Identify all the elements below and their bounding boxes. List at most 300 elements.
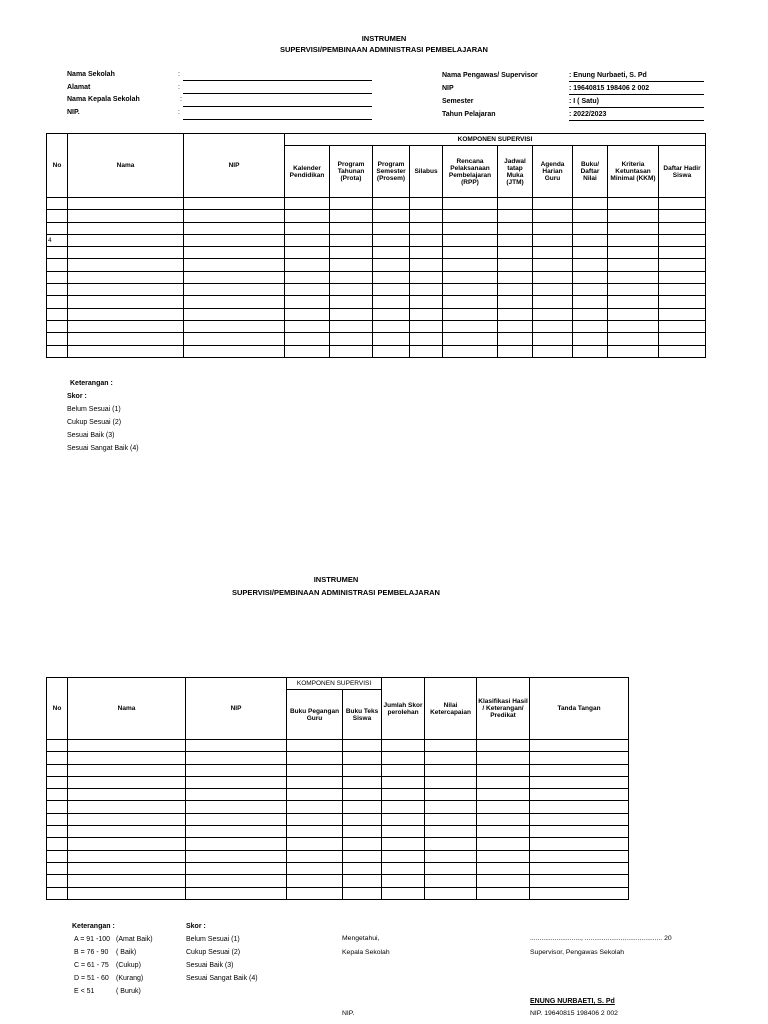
table-cell[interactable] <box>382 813 425 825</box>
sign-right-date[interactable]: ..........................., ......................................... 20 <box>530 935 672 942</box>
field-line-kepala-sekolah[interactable] <box>183 106 372 107</box>
grade-label: (Kurang) <box>116 975 144 982</box>
table-cell[interactable] <box>186 789 287 801</box>
table-cell[interactable] <box>425 776 477 788</box>
table-cell[interactable] <box>68 345 184 357</box>
table-cell[interactable] <box>68 887 186 899</box>
field-line-nip[interactable] <box>183 119 372 120</box>
row-number-cell[interactable] <box>47 850 68 862</box>
table-cell[interactable] <box>573 345 608 357</box>
table-row <box>47 813 629 825</box>
table-cell[interactable] <box>184 259 285 271</box>
table-cell[interactable] <box>68 320 184 332</box>
table-cell[interactable] <box>443 259 498 271</box>
row-number-cell[interactable] <box>47 222 68 234</box>
table-row <box>47 210 706 222</box>
table-cell[interactable] <box>373 234 410 246</box>
table-cell[interactable] <box>373 333 410 345</box>
table-cell[interactable] <box>287 740 343 752</box>
table-cell[interactable] <box>477 764 530 776</box>
table-row <box>47 345 706 357</box>
table-cell[interactable] <box>68 875 186 887</box>
table-cell[interactable] <box>343 826 382 838</box>
table-cell[interactable] <box>382 776 425 788</box>
table-cell[interactable] <box>186 764 287 776</box>
table-cell[interactable] <box>530 789 629 801</box>
table-cell[interactable] <box>68 259 184 271</box>
table-cell[interactable] <box>285 296 330 308</box>
table-cell[interactable] <box>186 826 287 838</box>
table-cell[interactable] <box>425 752 477 764</box>
table-cell[interactable] <box>530 752 629 764</box>
table-cell[interactable] <box>443 345 498 357</box>
table-cell[interactable] <box>573 210 608 222</box>
table-cell[interactable] <box>68 789 186 801</box>
table-cell[interactable] <box>373 320 410 332</box>
table-cell[interactable] <box>659 222 706 234</box>
row-number-cell[interactable] <box>47 875 68 887</box>
table-cell[interactable] <box>425 875 477 887</box>
table-cell[interactable] <box>659 333 706 345</box>
row-number-cell[interactable] <box>47 333 68 345</box>
table-cell[interactable] <box>330 222 373 234</box>
table-cell[interactable] <box>330 333 373 345</box>
table-cell[interactable] <box>68 740 186 752</box>
table-cell[interactable] <box>287 789 343 801</box>
table-cell[interactable] <box>68 308 184 320</box>
table-cell[interactable] <box>186 838 287 850</box>
table-cell[interactable] <box>410 308 443 320</box>
table-cell[interactable] <box>659 284 706 296</box>
table-cell[interactable] <box>343 862 382 874</box>
col-nip-header: NIP <box>186 678 287 740</box>
table-cell[interactable] <box>382 740 425 752</box>
table-cell[interactable] <box>184 296 285 308</box>
table-cell[interactable] <box>330 259 373 271</box>
table-cell[interactable] <box>573 333 608 345</box>
table-cell[interactable] <box>68 234 184 246</box>
table-cell[interactable] <box>186 862 287 874</box>
row-number-cell[interactable] <box>47 826 68 838</box>
table-cell[interactable] <box>330 296 373 308</box>
table-cell[interactable] <box>343 850 382 862</box>
table-cell[interactable] <box>443 320 498 332</box>
table-cell[interactable] <box>573 198 608 210</box>
table-cell[interactable] <box>287 752 343 764</box>
table-cell[interactable] <box>343 887 382 899</box>
table-cell[interactable] <box>573 259 608 271</box>
field-colon: : <box>178 109 180 116</box>
table-cell[interactable] <box>68 838 186 850</box>
table-cell[interactable] <box>443 247 498 259</box>
table-cell[interactable] <box>659 259 706 271</box>
table-cell[interactable] <box>533 296 573 308</box>
table-cell[interactable] <box>533 345 573 357</box>
table-cell[interactable] <box>68 776 186 788</box>
table-cell[interactable] <box>425 862 477 874</box>
table-cell[interactable] <box>533 222 573 234</box>
table-cell[interactable] <box>608 345 659 357</box>
table-cell[interactable] <box>186 813 287 825</box>
row-number-cell[interactable] <box>47 320 68 332</box>
table-cell[interactable] <box>68 222 184 234</box>
table-cell[interactable] <box>573 308 608 320</box>
table-cell[interactable] <box>443 271 498 283</box>
table-cell[interactable] <box>659 345 706 357</box>
table-cell[interactable] <box>330 247 373 259</box>
table-cell[interactable] <box>530 862 629 874</box>
table-cell[interactable] <box>287 801 343 813</box>
table-cell[interactable] <box>68 198 184 210</box>
table-cell[interactable] <box>573 296 608 308</box>
table-cell[interactable] <box>425 789 477 801</box>
table-cell[interactable] <box>373 271 410 283</box>
table-cell[interactable] <box>68 862 186 874</box>
table-cell[interactable] <box>608 259 659 271</box>
table-cell[interactable] <box>184 308 285 320</box>
table-cell[interactable] <box>184 284 285 296</box>
table-cell[interactable] <box>382 875 425 887</box>
table-cell[interactable] <box>498 296 533 308</box>
table-cell[interactable] <box>68 296 184 308</box>
table-cell[interactable] <box>68 271 184 283</box>
row-number-cell[interactable] <box>47 789 68 801</box>
row-number-cell[interactable] <box>47 764 68 776</box>
table-cell[interactable] <box>608 271 659 283</box>
table-cell[interactable] <box>608 247 659 259</box>
table-cell[interactable] <box>477 875 530 887</box>
table-cell[interactable] <box>477 752 530 764</box>
table-cell[interactable] <box>285 222 330 234</box>
table-cell[interactable] <box>186 776 287 788</box>
row-number-cell[interactable] <box>47 345 68 357</box>
table-cell[interactable] <box>382 862 425 874</box>
table-cell[interactable] <box>443 296 498 308</box>
table-cell[interactable] <box>533 210 573 222</box>
table-cell[interactable] <box>533 198 573 210</box>
table-cell[interactable] <box>477 801 530 813</box>
table-row <box>47 838 629 850</box>
row-number-cell[interactable] <box>47 308 68 320</box>
table-cell[interactable] <box>373 247 410 259</box>
table-cell[interactable] <box>425 813 477 825</box>
table-cell[interactable] <box>443 333 498 345</box>
table-cell[interactable] <box>186 887 287 899</box>
table-cell[interactable] <box>285 234 330 246</box>
table-cell[interactable] <box>533 234 573 246</box>
table-cell[interactable] <box>285 198 330 210</box>
table-cell[interactable] <box>285 320 330 332</box>
table-cell[interactable] <box>343 764 382 776</box>
table-cell[interactable] <box>330 320 373 332</box>
table-cell[interactable] <box>343 752 382 764</box>
table-cell[interactable] <box>533 259 573 271</box>
table-cell[interactable] <box>608 210 659 222</box>
table-cell[interactable] <box>285 284 330 296</box>
table-cell[interactable] <box>533 247 573 259</box>
table-cell[interactable] <box>68 752 186 764</box>
row-number-cell[interactable] <box>47 740 68 752</box>
table-cell[interactable] <box>533 308 573 320</box>
table-cell[interactable] <box>425 764 477 776</box>
table-cell[interactable] <box>608 308 659 320</box>
table-cell[interactable] <box>410 345 443 357</box>
table-cell[interactable] <box>533 271 573 283</box>
table-cell[interactable] <box>330 234 373 246</box>
table-cell[interactable] <box>343 789 382 801</box>
table-cell[interactable] <box>287 850 343 862</box>
table-cell[interactable] <box>533 320 573 332</box>
table-cell[interactable] <box>608 234 659 246</box>
field-value-pengawas: : Enung Nurbaeti, S. Pd <box>569 72 647 79</box>
table-cell[interactable] <box>184 345 285 357</box>
table-cell[interactable] <box>425 838 477 850</box>
table-cell[interactable] <box>68 284 184 296</box>
table-cell[interactable] <box>68 333 184 345</box>
table-cell[interactable] <box>410 247 443 259</box>
field-line-alamat[interactable] <box>183 93 372 94</box>
table-cell[interactable] <box>530 801 629 813</box>
table-cell[interactable] <box>498 210 533 222</box>
table-cell[interactable] <box>443 234 498 246</box>
row-number-cell[interactable] <box>47 752 68 764</box>
table-cell[interactable] <box>330 210 373 222</box>
table-cell[interactable] <box>184 271 285 283</box>
table-cell[interactable] <box>608 284 659 296</box>
table-cell[interactable] <box>659 247 706 259</box>
table-cell[interactable] <box>68 210 184 222</box>
table-cell[interactable] <box>443 198 498 210</box>
table-cell[interactable] <box>287 838 343 850</box>
table-cell[interactable] <box>498 259 533 271</box>
table-cell[interactable] <box>573 247 608 259</box>
table-cell[interactable] <box>68 850 186 862</box>
table-cell[interactable] <box>477 776 530 788</box>
table-cell[interactable] <box>285 210 330 222</box>
table-cell[interactable] <box>330 345 373 357</box>
table-cell[interactable] <box>373 308 410 320</box>
table-cell[interactable] <box>343 813 382 825</box>
table-cell[interactable] <box>410 210 443 222</box>
table-cell[interactable] <box>477 862 530 874</box>
table-cell[interactable] <box>410 222 443 234</box>
table-cell[interactable] <box>659 320 706 332</box>
table-cell[interactable] <box>287 862 343 874</box>
row-number-cell[interactable] <box>47 284 68 296</box>
table-cell[interactable] <box>477 789 530 801</box>
table-cell[interactable] <box>530 826 629 838</box>
table-cell[interactable] <box>184 234 285 246</box>
table-cell[interactable] <box>285 308 330 320</box>
table-cell[interactable] <box>68 826 186 838</box>
table-cell[interactable] <box>659 198 706 210</box>
table-cell[interactable] <box>498 198 533 210</box>
table-cell[interactable] <box>382 887 425 899</box>
table-cell[interactable] <box>530 850 629 862</box>
table-cell[interactable] <box>530 740 629 752</box>
table-cell[interactable] <box>343 740 382 752</box>
table-cell[interactable] <box>382 801 425 813</box>
table-cell[interactable] <box>410 284 443 296</box>
table-cell[interactable] <box>498 271 533 283</box>
row-number-cell[interactable]: 4 <box>47 234 68 246</box>
table-cell[interactable] <box>330 308 373 320</box>
table-cell[interactable] <box>68 813 186 825</box>
table-cell[interactable] <box>285 247 330 259</box>
table-cell[interactable] <box>498 345 533 357</box>
table-cell[interactable] <box>410 198 443 210</box>
table-cell[interactable] <box>477 838 530 850</box>
table-cell[interactable] <box>410 271 443 283</box>
row-number-cell[interactable] <box>47 259 68 271</box>
table-cell[interactable] <box>382 789 425 801</box>
table-cell[interactable] <box>382 764 425 776</box>
table-cell[interactable] <box>186 875 287 887</box>
table-cell[interactable] <box>498 234 533 246</box>
table-cell[interactable] <box>184 222 285 234</box>
table-cell[interactable] <box>382 826 425 838</box>
table-cell[interactable] <box>498 308 533 320</box>
table-cell[interactable] <box>659 210 706 222</box>
table-cell[interactable] <box>68 801 186 813</box>
table-cell[interactable] <box>287 826 343 838</box>
row-number-cell[interactable] <box>47 198 68 210</box>
row-number-cell[interactable] <box>47 210 68 222</box>
table-cell[interactable] <box>659 271 706 283</box>
table-cell[interactable] <box>285 333 330 345</box>
table-cell[interactable] <box>533 333 573 345</box>
row-number-cell[interactable] <box>47 247 68 259</box>
col-buku-teks: Buku Teks Siswa <box>343 690 382 740</box>
row-number-cell[interactable] <box>47 296 68 308</box>
table-cell[interactable] <box>608 198 659 210</box>
table-cell[interactable] <box>425 801 477 813</box>
table-cell[interactable] <box>186 801 287 813</box>
table-cell[interactable] <box>477 813 530 825</box>
table-cell[interactable] <box>410 234 443 246</box>
table-cell[interactable] <box>530 764 629 776</box>
row-number-cell[interactable] <box>47 887 68 899</box>
row-number-cell[interactable] <box>47 776 68 788</box>
table-cell[interactable] <box>373 345 410 357</box>
table-cell[interactable] <box>659 234 706 246</box>
table-cell[interactable] <box>343 838 382 850</box>
table-cell[interactable] <box>373 222 410 234</box>
table-cell[interactable] <box>373 259 410 271</box>
table-cell[interactable] <box>533 284 573 296</box>
table-cell[interactable] <box>425 887 477 899</box>
table-cell[interactable] <box>573 271 608 283</box>
table-cell[interactable] <box>343 875 382 887</box>
table-cell[interactable] <box>608 296 659 308</box>
table-cell[interactable] <box>186 752 287 764</box>
table-cell[interactable] <box>530 776 629 788</box>
table-cell[interactable] <box>287 776 343 788</box>
table-cell[interactable] <box>443 210 498 222</box>
table-cell[interactable] <box>477 887 530 899</box>
table-cell[interactable] <box>410 296 443 308</box>
field-line-nama-sekolah[interactable] <box>183 80 372 81</box>
table-cell[interactable] <box>608 320 659 332</box>
row-number-cell[interactable] <box>47 271 68 283</box>
table-cell[interactable] <box>573 284 608 296</box>
table-cell[interactable] <box>285 345 330 357</box>
table-cell[interactable] <box>184 198 285 210</box>
table-cell[interactable] <box>287 764 343 776</box>
table-cell[interactable] <box>477 826 530 838</box>
row-number-cell[interactable] <box>47 838 68 850</box>
table-cell[interactable] <box>287 875 343 887</box>
table-cell[interactable] <box>186 850 287 862</box>
table-cell[interactable] <box>68 764 186 776</box>
table-cell[interactable] <box>373 284 410 296</box>
table-cell[interactable] <box>498 222 533 234</box>
table-cell[interactable] <box>410 259 443 271</box>
table-cell[interactable] <box>184 320 285 332</box>
table-cell[interactable] <box>68 247 184 259</box>
table-cell[interactable] <box>498 284 533 296</box>
table-cell[interactable] <box>373 198 410 210</box>
table-cell[interactable] <box>285 259 330 271</box>
table-cell[interactable] <box>530 838 629 850</box>
row-number-cell[interactable] <box>47 862 68 874</box>
table-cell[interactable] <box>573 320 608 332</box>
table-cell[interactable] <box>573 234 608 246</box>
table-cell[interactable] <box>477 740 530 752</box>
table-cell[interactable] <box>425 850 477 862</box>
table-cell[interactable] <box>343 776 382 788</box>
table-cell[interactable] <box>443 308 498 320</box>
table-cell[interactable] <box>608 222 659 234</box>
table-cell[interactable] <box>287 813 343 825</box>
table-cell[interactable] <box>373 296 410 308</box>
table-cell[interactable] <box>530 813 629 825</box>
table-cell[interactable] <box>659 308 706 320</box>
table-cell[interactable] <box>659 296 706 308</box>
row-number-cell[interactable] <box>47 813 68 825</box>
table-cell[interactable] <box>285 271 330 283</box>
table-cell[interactable] <box>330 198 373 210</box>
table-cell[interactable] <box>184 247 285 259</box>
table-cell[interactable] <box>330 284 373 296</box>
table-cell[interactable] <box>608 333 659 345</box>
table-cell[interactable] <box>498 247 533 259</box>
table-cell[interactable] <box>287 887 343 899</box>
table-cell[interactable] <box>443 284 498 296</box>
table-cell[interactable] <box>530 875 629 887</box>
table-cell[interactable] <box>530 887 629 899</box>
table-cell[interactable] <box>184 333 285 345</box>
table-cell[interactable] <box>186 740 287 752</box>
row-number-cell[interactable] <box>47 801 68 813</box>
table-cell[interactable] <box>382 752 425 764</box>
table-cell[interactable] <box>382 850 425 862</box>
table-cell[interactable] <box>382 838 425 850</box>
table-cell[interactable] <box>373 210 410 222</box>
table-cell[interactable] <box>498 333 533 345</box>
table-cell[interactable] <box>330 271 373 283</box>
table-cell[interactable] <box>343 801 382 813</box>
table-cell[interactable] <box>184 210 285 222</box>
table-cell[interactable] <box>425 826 477 838</box>
table-cell[interactable] <box>425 740 477 752</box>
table-cell[interactable] <box>477 850 530 862</box>
table-cell[interactable] <box>410 333 443 345</box>
table-cell[interactable] <box>443 222 498 234</box>
table-cell[interactable] <box>498 320 533 332</box>
table-cell[interactable] <box>410 320 443 332</box>
table-cell[interactable] <box>573 222 608 234</box>
